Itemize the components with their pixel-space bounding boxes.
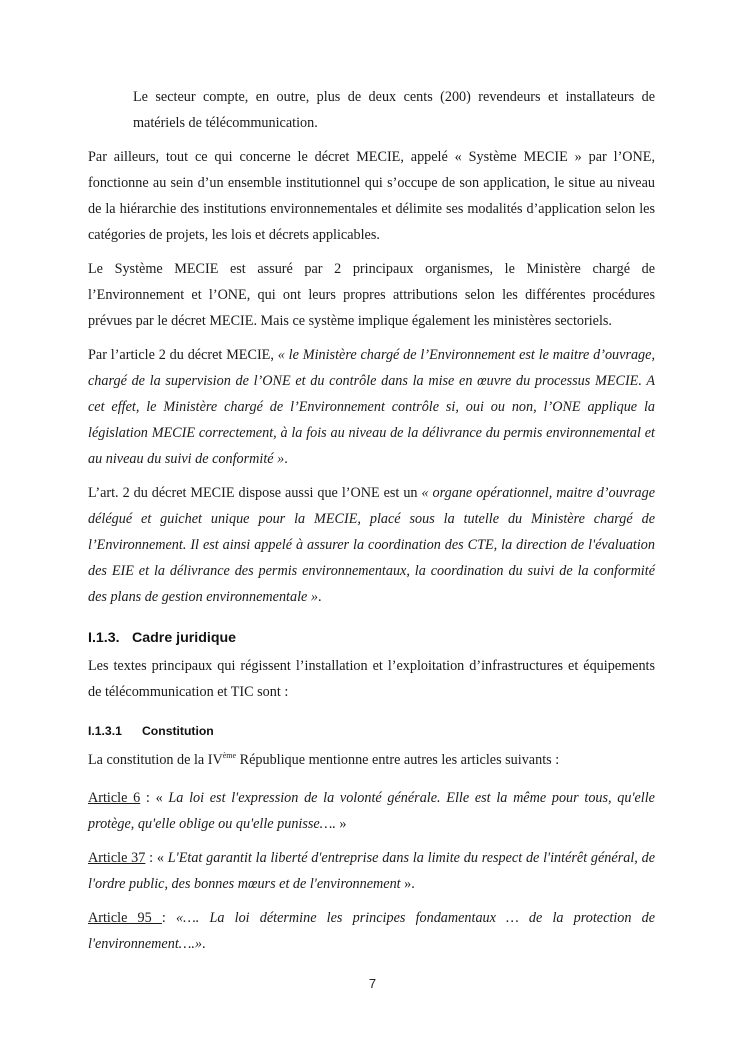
article-text: La loi est l'expression de la volonté générale. Elle est la même pour tous, qu'elle protège, qu'elle oblige ou qu'elle punisse….: [88, 790, 655, 832]
section-title: Cadre juridique: [132, 630, 237, 646]
page-number: 7: [368, 976, 377, 991]
subsection-number: I.1.3.1: [88, 724, 122, 738]
article-label: Article 95: [88, 910, 162, 926]
document-page: [88, 84, 655, 957]
article-separator: : «: [140, 790, 169, 806]
article-text: L'Etat garantit la liberté d'entreprise dans la limite du respect de l'intérêt général, de l'ordre public, des bonnes mœurs et de l'environnement: [88, 850, 655, 892]
article-text: «…. La loi détermine les principes fondamentaux … de la protection de l'environnement….»: [88, 910, 656, 952]
superscript: ème: [222, 751, 237, 760]
quote-end: .: [284, 451, 288, 467]
quote-text: « organe opérationnel, maitre d’ouvrage délégué et guichet unique pour la MECIE, placé sous la tutelle du Ministère chargé de l’Environnement. Il est ainsi appelé à assurer la coordination des CTE, la direction de l'évaluation des EIE et la délivrance des permis environnementaux, la coordination du suivi de la conformité des plans de gestion environnementale »: [88, 485, 655, 605]
paragraph-intro-text: L’art. 2 du décret MECIE dispose aussi que l’ONE est un: [88, 485, 422, 501]
article-close: »: [335, 816, 347, 832]
article-separator: :: [161, 910, 177, 926]
intro-text-end: République mentionne entre autres les articles suivants :: [236, 752, 560, 768]
subsection-title: Constitution: [142, 724, 214, 738]
article-separator: : «: [145, 850, 168, 866]
article-95: [88, 905, 655, 957]
section-intro: Les textes principaux qui régissent l’installation et l’exploitation d’infrastructures et équipements de télécommunication et TIC sont :: [88, 658, 655, 700]
article-label: Article 6: [88, 790, 141, 806]
article-close: .: [202, 936, 206, 952]
subsection-intro: [88, 747, 655, 773]
paragraph-article-2-one: [88, 480, 655, 610]
quote-text: « le Ministère chargé de l’Environnement est le maitre d’ouvrage, chargé de la supervision de l’ONE et du contrôle dans la mise en œuvre du processus MECIE. A cet effet, le Ministère chargé de l’Environnement contrôle si, oui ou non, l’ONE applique la législation MECIE correctement, à la fois au niveau de la délivrance du permis environnemental et au niveau du suivi de conformité »: [88, 347, 655, 467]
article-label: Article 37: [88, 850, 146, 866]
paragraph-intro-text: Par l’article 2 du décret MECIE,: [88, 347, 278, 363]
subsection-heading: [88, 721, 655, 741]
paragraph-article-2-ministere: [88, 342, 655, 472]
paragraph-organismes: Le Système MECIE est assuré par 2 principaux organismes, le Ministère chargé de l’Environnement et l’ONE, qui ont leurs propres attributions selon les différentes procédures prévues par le décret MECIE. Mais ce système implique également les ministères sectoriels.: [88, 261, 655, 329]
intro-text: La constitution de la IV: [88, 752, 223, 768]
section-number: I.1.3.: [88, 630, 120, 646]
paragraph-systeme-mecie: Par ailleurs, tout ce qui concerne le décret MECIE, appelé « Système MECIE » par l’ONE, fonctionne au sein d’un ensemble institutionnel qui s’occupe de son application, le situe au niveau de la hiérarchie des institutions environnementales et délimite ses modalités d’application selon les catégories de projets, les lois et décrets applicables.: [88, 149, 655, 243]
article-close: ».: [400, 876, 415, 892]
article-37: [88, 845, 655, 897]
quote-end: .: [317, 589, 322, 605]
article-6: [88, 785, 655, 837]
section-heading: [88, 626, 655, 650]
paragraph-revendeurs: Le secteur compte, en outre, plus de deux cents (200) revendeurs et installateurs de matériels de télécommunication.: [133, 89, 655, 131]
